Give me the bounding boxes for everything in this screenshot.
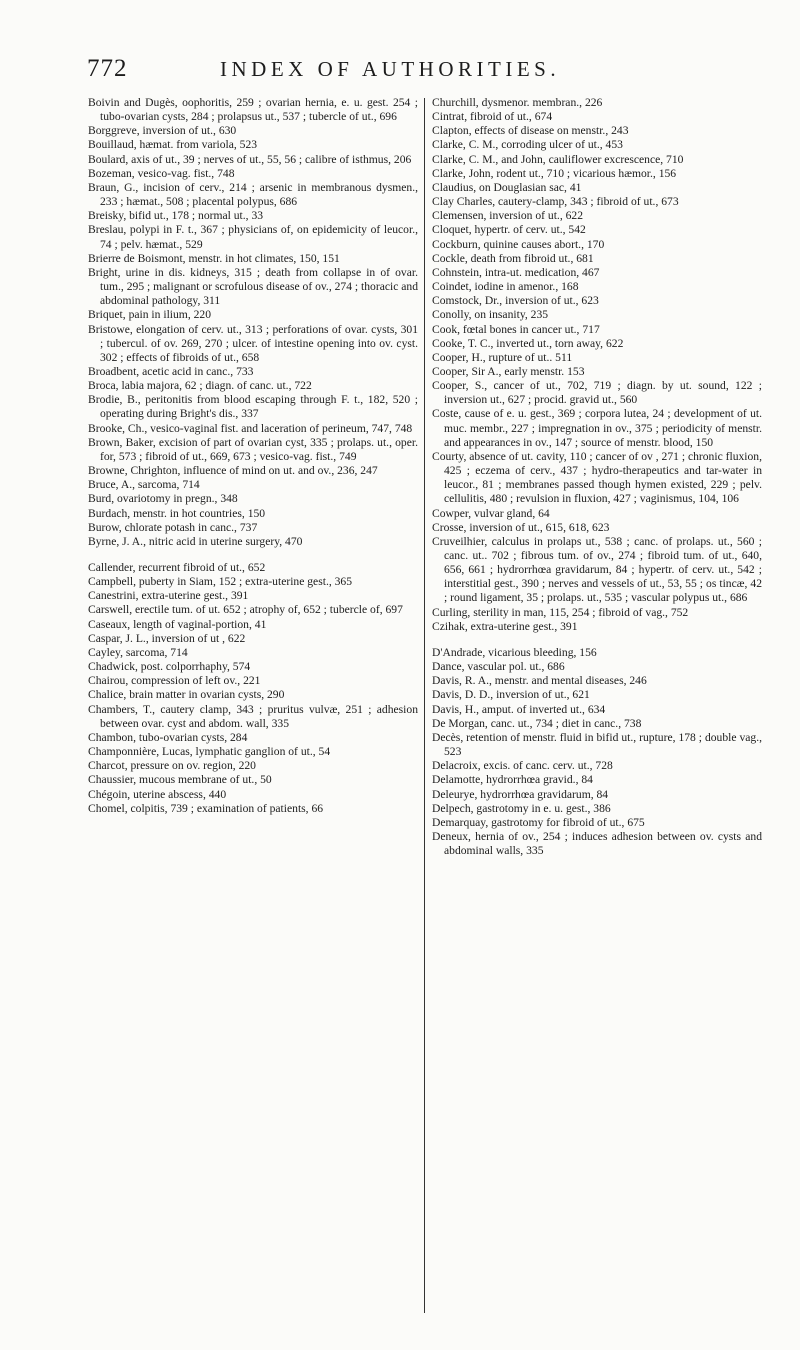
index-entry: D'Andrade, vicarious bleeding, 156 bbox=[432, 645, 597, 659]
index-entry: Comstock, Dr., inversion of ut., 623 bbox=[432, 294, 599, 308]
index-entry: Briquet, pain in ilium, 220 bbox=[88, 308, 212, 322]
index-entry: Claudius, on Douglasian sac, 41 bbox=[432, 180, 582, 194]
index-entry: Cohnstein, intra-ut. medication, 467 bbox=[432, 265, 600, 279]
column-divider bbox=[424, 98, 425, 1313]
index-entry: Cruveilhier, calculus in prolaps ut., 538 ; canc. of prolaps. ut., 560 ; canc. ut.. 702 ; fibrous tum. of ov., 274 ; fibroid tum. of ut., 640, 656, 661 ; hydrorrhœa gravidarum, 84 ; hypertr. of cerv. ut., 542 ; interstitial gest., 390 ; nerves and vessels of ut., 53, 55 ; os tincæ, 42 ; round ligament, 35 ; prolaps. ut., 535 ; vascular polypus ut., 686 bbox=[432, 534, 762, 605]
index-entry: Bristowe, elongation of cerv. ut., 313 ; perforations of ovar. cysts, 301 ; tubercul. of ov. 269, 270 ; ulcer. of intestine opening into ov. cyst. 302 ; effects of fibroids of ut., 658 bbox=[88, 322, 418, 364]
index-entry: Cockle, death from fibroid ut., 681 bbox=[432, 251, 594, 265]
index-entry: Burd, ovariotomy in pregn., 348 bbox=[88, 492, 238, 506]
index-entry: Davis, D. D., inversion of ut., 621 bbox=[432, 688, 590, 702]
index-entry: Clay Charles, cautery-clamp, 343 ; fibroid of ut., 673 bbox=[432, 195, 679, 209]
index-entry: Delamotte, hydrorrhœa gravid., 84 bbox=[432, 773, 593, 787]
index-entry: Coste, cause of e. u. gest., 369 ; corpora lutea, 24 ; development of ut. muc. membr., 227 ; impregnation in ov., 375 ; periodicity of menstr. and appearances in ov., 147 ; source of menstr. blood, 150 bbox=[432, 407, 762, 449]
index-entry: Cooke, T. C., inverted ut., torn away, 622 bbox=[432, 336, 624, 350]
section-gap bbox=[432, 634, 762, 646]
index-entry: Chaussier, mucous membrane of ut., 50 bbox=[88, 773, 272, 787]
index-entry: Chambon, tubo-ovarian cysts, 284 bbox=[88, 730, 248, 744]
index-entry: Dance, vascular pol. ut., 686 bbox=[432, 660, 565, 674]
index-entry: Bozeman, vesico-vag. fist., 748 bbox=[88, 166, 235, 180]
index-entry: Cloquet, hypertr. of cerv. ut., 542 bbox=[432, 223, 586, 237]
index-entry: Brown, Baker, excision of part of ovarian cyst, 335 ; prolaps. ut., oper. for, 573 ; fibroid of ut., 669, 673 ; vesico-vag. fist., 749 bbox=[88, 435, 418, 463]
index-entry: Curling, sterility in man, 115, 254 ; fibroid of vag., 752 bbox=[432, 605, 689, 619]
index-entry: Demarquay, gastrotomy for fibroid of ut., 675 bbox=[432, 815, 645, 829]
index-entry: Boivin and Dugès, oophoritis, 259 ; ovarian hernia, e. u. gest. 254 ; tubo-ovarian cysts, 284 ; prolapsus ut., 537 ; tubercle of ut., 696 bbox=[88, 96, 418, 124]
index-entry: Chalice, brain matter in ovarian cysts, 290 bbox=[88, 688, 285, 702]
index-entry: Davis, H., amput. of inverted ut., 634 bbox=[432, 702, 606, 716]
index-entry: Breisky, bifid ut., 178 ; normal ut., 33 bbox=[88, 209, 264, 223]
index-entry: Chégoin, uterine abscess, 440 bbox=[88, 787, 227, 801]
index-entry: Campbell, puberty in Siam, 152 ; extra-uterine gest., 365 bbox=[88, 575, 353, 589]
section-gap bbox=[88, 549, 418, 561]
index-entry: Charcot, pressure on ov. region, 220 bbox=[88, 759, 256, 773]
index-entry: Caspar, J. L., inversion of ut , 622 bbox=[88, 631, 246, 645]
index-entry: Chadwick, post. colporrhaphy, 574 bbox=[88, 660, 251, 674]
index-entry: Chairou, compression of left ov., 221 bbox=[88, 674, 261, 688]
index-entry: Clarke, C. M., and John, cauliflower excrescence, 710 bbox=[432, 152, 684, 166]
page-number: 772 bbox=[87, 55, 128, 82]
index-entry: Davis, R. A., menstr. and mental diseases, 246 bbox=[432, 674, 647, 688]
index-entry: Cooper, Sir A., early menstr. 153 bbox=[432, 364, 585, 378]
index-entry: Delpech, gastrotomy in e. u. gest., 386 bbox=[432, 801, 611, 815]
index-entry: Decès, retention of menstr. fluid in bifid ut., rupture, 178 ; double vag., 523 bbox=[432, 730, 762, 759]
index-entry: Courty, absence of ut. cavity, 110 ; cancer of ov , 271 ; chronic fluxion, 425 ; eczema of cerv., 437 ; hydro-therapeutics and tar-water in leucor., 81 ; membranes passed though hymen existed, 229 ; pelv. cellulitis, 480 ; revulsion in fluxion, 427 ; vaginismus, 104, 106 bbox=[432, 449, 763, 506]
index-entry: Burow, chlorate potash in canc., 737 bbox=[88, 520, 258, 534]
index-entry: Burdach, menstr. in hot countries, 150 bbox=[88, 506, 266, 520]
index-entry: Churchill, dysmenor. membran., 226 bbox=[432, 96, 603, 109]
index-entry: Coindet, iodine in amenor., 168 bbox=[432, 280, 579, 294]
index-entry: Boulard, axis of ut., 39 ; nerves of ut., 55, 56 ; calibre of isthmus, 206 bbox=[88, 152, 412, 166]
index-entry: Clarke, John, rodent ut., 710 ; vicarious hæmor., 156 bbox=[432, 166, 677, 180]
index-entry: Clarke, C. M., corroding ulcer of ut., 453 bbox=[432, 138, 623, 152]
index-entry: Cintrat, fibroid of ut., 674 bbox=[432, 110, 553, 124]
index-entry: Brierre de Boismont, menstr. in hot climates, 150, 151 bbox=[88, 251, 340, 265]
index-entry: Byrne, J. A., nitric acid in uterine surgery, 470 bbox=[88, 534, 303, 548]
index-entry: De Morgan, canc. ut., 734 ; diet in canc., 738 bbox=[432, 716, 642, 730]
index-entry: Cayley, sarcoma, 714 bbox=[88, 645, 188, 659]
index-entry: Czihak, extra-uterine gest., 391 bbox=[432, 619, 578, 633]
index-entry: Cowper, vulvar gland, 64 bbox=[432, 506, 550, 520]
index-entry: Clapton, effects of disease on menstr., 243 bbox=[432, 124, 629, 138]
index-entry: Broadbent, acetic acid in canc., 733 bbox=[88, 364, 254, 378]
index-entry: Deleurye, hydrorrhœa gravidarum, 84 bbox=[432, 787, 609, 801]
index-entry: Carswell, erectile tum. of ut. 652 ; atrophy of, 652 ; tubercle of, 697 bbox=[88, 603, 403, 617]
index-entry: Clemensen, inversion of ut., 622 bbox=[432, 209, 584, 223]
index-entry: Braun, G., incision of cerv., 214 ; arsenic in membranous dysmen., 233 ; hæmat., 508 ; placental polypus, 686 bbox=[88, 180, 418, 209]
index-entry: Broca, labia majora, 62 ; diagn. of canc. ut., 722 bbox=[88, 379, 312, 393]
index-entry: Bouillaud, hæmat. from variola, 523 bbox=[88, 138, 258, 152]
right-column bbox=[432, 96, 762, 858]
index-entry: Conolly, on insanity, 235 bbox=[432, 308, 549, 322]
index-entry: Cooper, S., cancer of ut., 702, 719 ; diagn. by ut. sound, 122 ; inversion ut., 627 ; procid. gravid ut., 560 bbox=[432, 379, 762, 407]
index-entry: Browne, Chrighton, influence of mind on ut. and ov., 236, 247 bbox=[88, 464, 378, 478]
index-entry: Borggreve, inversion of ut., 630 bbox=[88, 124, 237, 138]
index-entry: Champonnière, Lucas, lymphatic ganglion of ut., 54 bbox=[88, 745, 331, 759]
index-entry: Caseaux, length of vaginal-portion, 41 bbox=[88, 617, 267, 631]
index-entry: Cockburn, quinine causes abort., 170 bbox=[432, 237, 605, 251]
running-head: INDEX OF AUTHORITIES. bbox=[220, 57, 561, 81]
index-entry: Cooper, H., rupture of ut.. 511 bbox=[432, 350, 573, 364]
index-entry: Bruce, A., sarcoma, 714 bbox=[88, 478, 200, 492]
index-entry: Cook, fœtal bones in cancer ut., 717 bbox=[432, 322, 600, 336]
index-entry: Delacroix, excis. of canc. cerv. ut., 728 bbox=[432, 759, 613, 773]
index-entry: Brodie, B., peritonitis from blood escaping through F. t., 182, 520 ; operating during Bright's dis., 337 bbox=[88, 393, 418, 421]
left-column bbox=[88, 96, 418, 816]
index-entry: Crosse, inversion of ut., 615, 618, 623 bbox=[432, 520, 610, 534]
index-entry: Deneux, hernia of ov., 254 ; induces adhesion between ov. cysts and abdominal walls, 335 bbox=[432, 829, 762, 858]
index-entry: Callender, recurrent fibroid of ut., 652 bbox=[88, 561, 266, 574]
index-entry: Chomel, colpitis, 739 ; examination of patients, 66 bbox=[88, 801, 324, 815]
index-entry: Bright, urine in dis. kidneys, 315 ; death from collapse in of ovar. tum., 295 ; malignant or scrofulous disease of ov., 274 ; thoracic and abdominal pathology, 311 bbox=[88, 265, 419, 308]
index-entry: Brooke, Ch., vesico-vaginal fist. and laceration of perineum, 747, 748 bbox=[88, 421, 413, 435]
index-entry: Chambers, T., cautery clamp, 343 ; pruritus vulvæ, 251 ; adhesion between ovar. cyst and abdom. wall, 335 bbox=[88, 702, 418, 730]
index-entry: Canestrini, extra-uterine gest., 391 bbox=[88, 589, 249, 603]
index-entry: Breslau, polypi in F. t., 367 ; physicians of, on epidemicity of leucor., 74 ; pelv. hæmat., 529 bbox=[88, 223, 418, 251]
